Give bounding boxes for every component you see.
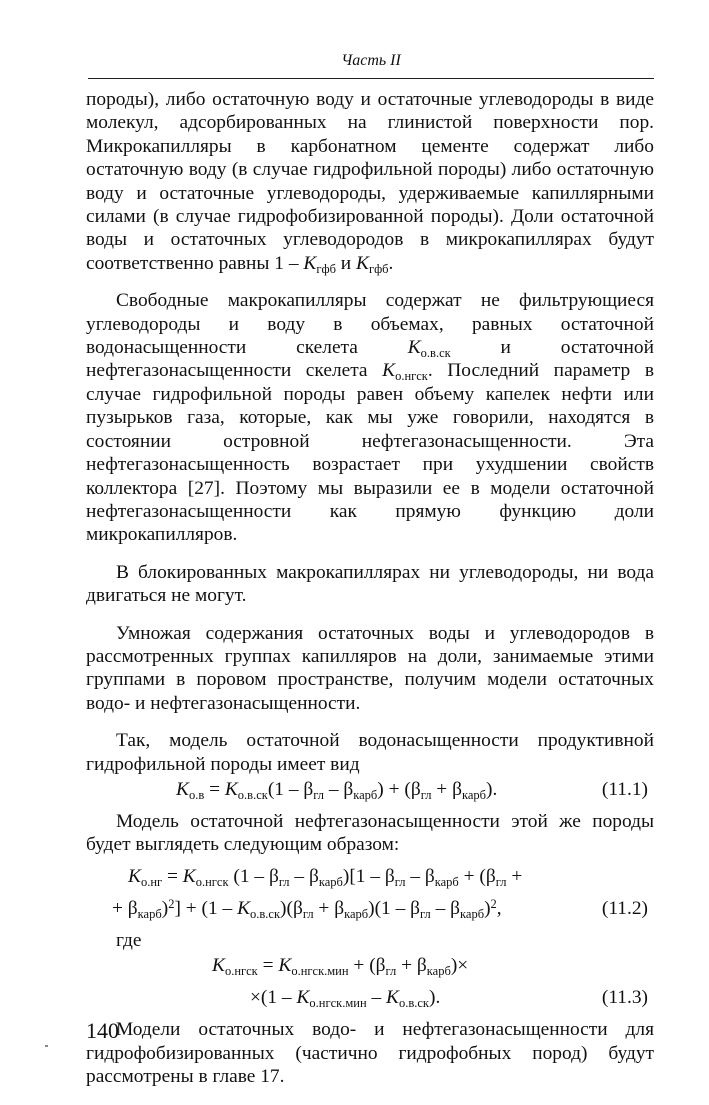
equation-number: (11.1) [601,778,648,800]
scan-speck [45,1045,48,1047]
paragraph-7: Модели остаточных водо- и нефтегазонасыщенности для гидрофобизированных (частично гидрофобных пород) будут рассмотрены в главе 17. [86,1019,654,1087]
paragraph-1: породы), либо остаточную воду и остаточные углеводороды в виде молекул, адсорбированных на глинистой поверхности пор. Микрокапилляры в карбонатном цементе содержат либо остаточную воду (в случае гидрофильной породы) либо остаточную воду и остаточные углеводороды, удерживаемые капиллярными силами (в случае гидрофобизированной породы). Доли остаточной воды и остаточных углеводородов в микрокапиллярах будут соответственно равны $1 - K_{гфб}$ и $K_{гфб}$. [86,89,654,276]
equation-11-2-line-2: + $\beta_{карб})^2] + (1 - K_{о.в.ск})(\beta_{гл} + \beta_{карб})(1 - \beta_{гл} - \beta_{карб})^2$, (11.2) [112,896,648,921]
paragraph-6: Модель остаточной нефтегазонасыщенности этой же породы будет выглядеть следующим образом: [86,810,654,856]
where-label: где [116,929,142,951]
equation-11-2-line-1: $K_{о.нг} = K_{о.нгск}$ $(1 - \beta_{гл} - \beta_{карб})[1 - \beta_{гл} - \beta_{карб} + (\beta_{гл}$ + [128,865,523,889]
running-head: Часть II [341,52,401,69]
equation-number: (11.3) [601,987,648,1009]
body-text [86,88,654,1088]
equation-number: (11.2) [601,897,648,919]
header-rule [88,78,654,79]
paragraph-5: Так, модель остаточной водонасыщенности продуктивной гидрофильной породы имеет вид [86,730,654,775]
page-number: 140 [86,1018,119,1043]
equation-11-3-line-2: $\times(1 - K_{о.нгск.мин} - K_{о.в.ск})$. (11.3) [250,987,648,1011]
equation-11-3-line-1: $K_{о.нгск} = K_{о.нгск.мин} + (\beta_{гл} + \beta_{карб})\times$ [212,955,469,979]
equation-11-1: $K_{о.в} = K_{о.в.ск}(1 - \beta_{гл} - \beta_{карб}) + (\beta_{гл} + \beta_{карб})$. (11.1) [176,778,648,802]
paragraph-4: Умножая содержания остаточных воды и углеводородов в рассмотренных группах капилляров на доли, занимаемые этими группами в поровом пространстве, получим модели остаточных водо- и нефтегазонасыщенности. [86,622,654,714]
paragraph-2: Свободные макрокапилляры содержат не фильтрующиеся углеводороды и воду в объемах, равных остаточной водонасыщенности скелета $K_{о.в.ск}$ и остаточной нефтегазонасыщенности скелета $K_{о.нгск}$. Последний параметр в случае гидрофильной породы равен объему капелек нефти или пузырьков газа, которые, как мы уже говорили, находятся в состоянии островной нефтегазонасыщенности. Эта нефтегазонасыщенность возрастает при ухудшении свойств коллектора [27]. Поэтому мы выразили ее в модели остаточной нефтегазонасыщенности как прямую функцию доли микрокапилляров. [86,290,654,546]
paragraph-3: В блокированных макрокапиллярах ни углеводороды, ни вода двигаться не могут. [86,561,654,607]
